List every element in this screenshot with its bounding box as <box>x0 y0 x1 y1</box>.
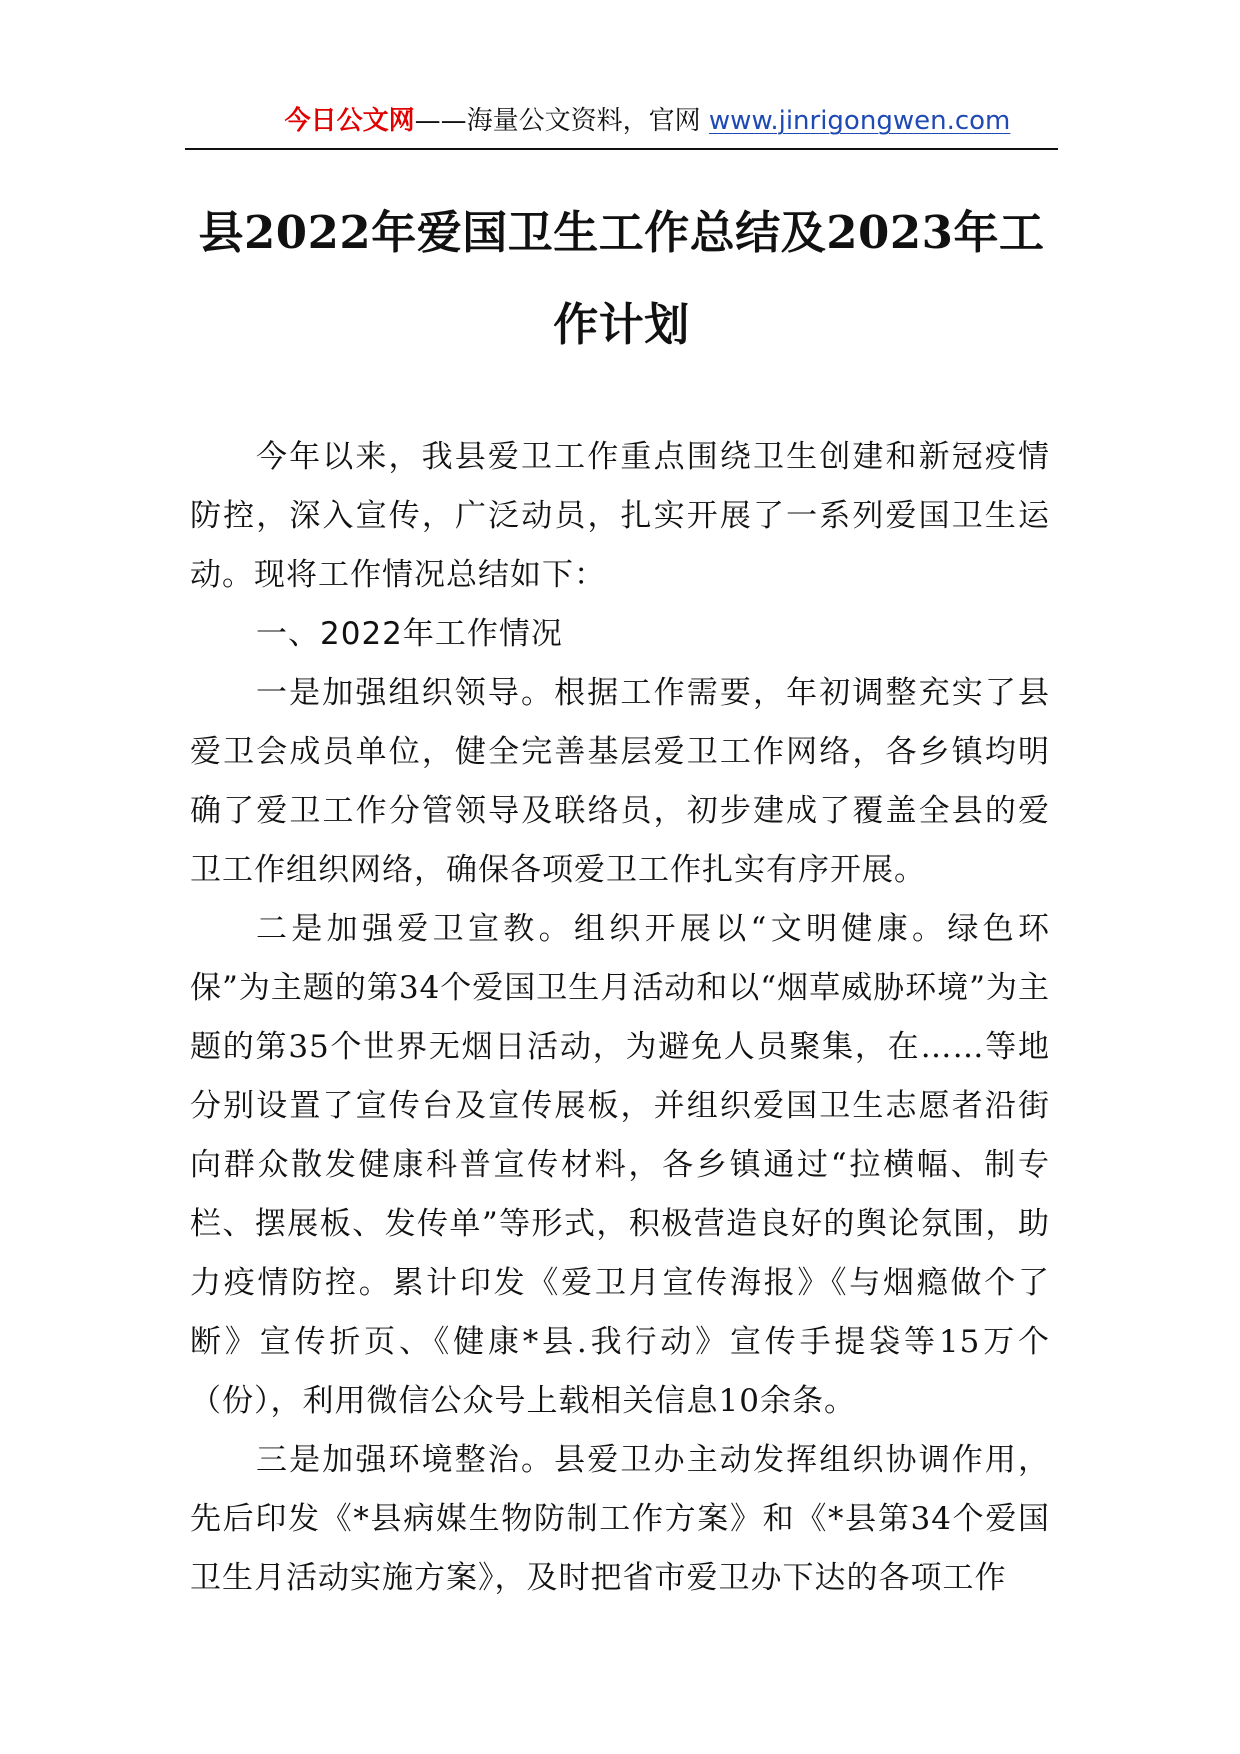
document-body <box>190 428 1050 1608</box>
body-paragraph: 三是加强环境整治。县爱卫办主动发挥组织协调作用，先后印发《*县病媒生物防制工作方案》和《*县第34个爱国卫生月活动实施方案》，及时把省市爱卫办下达的各项工作 <box>190 1442 1050 1596</box>
header-tagline: 海量公文资料，官网 <box>466 106 701 136</box>
site-url-link[interactable]: www.jinrigongwen.com <box>708 106 1011 136</box>
site-name: 今日公文网 <box>284 106 415 136</box>
section-heading: 一、2022年工作情况 <box>256 616 563 652</box>
header-separator: —— <box>414 106 467 136</box>
header-line <box>285 106 1011 136</box>
intro-paragraph: 今年以来，我县爱卫工作重点围绕卫生创建和新冠疫情防控，深入宣传，广泛动员，扎实开展了一系列爱国卫生运动。现将工作情况总结如下： <box>190 439 1050 593</box>
page-header <box>185 100 1058 150</box>
body-paragraph: 一是加强组织领导。根据工作需要，年初调整充实了县爱卫会成员单位，健全完善基层爱卫工作网络，各乡镇均明确了爱卫工作分管领导及联络员，初步建成了覆盖全县的爱卫工作组织网络，确保各项爱卫工作扎实有序开展。 <box>190 675 1050 888</box>
body-paragraph: 二是加强爱卫宣教。组织开展以“文明健康。绿色环保”为主题的第34个爱国卫生月活动和以“烟草威胁环境”为主题的第35个世界无烟日活动，为避免人员聚集，在……等地分别设置了宣传台及宣传展板，并组织爱国卫生志愿者沿街向群众散发健康科普宣传材料，各乡镇通过“拉横幅、制专栏、摆展板、发传单”等形式，积极营造良好的舆论氛围，助力疫情防控。累计印发《爱卫月宣传海报》《与烟瘾做个了断》宣传折页、《健康*县.我行动》宣传手提袋等15万个（份），利用微信公众号上载相关信息10余条。 <box>190 911 1050 1419</box>
document-title: 县2022年爱国卫生工作总结及2023年工作计划 <box>198 206 1045 351</box>
